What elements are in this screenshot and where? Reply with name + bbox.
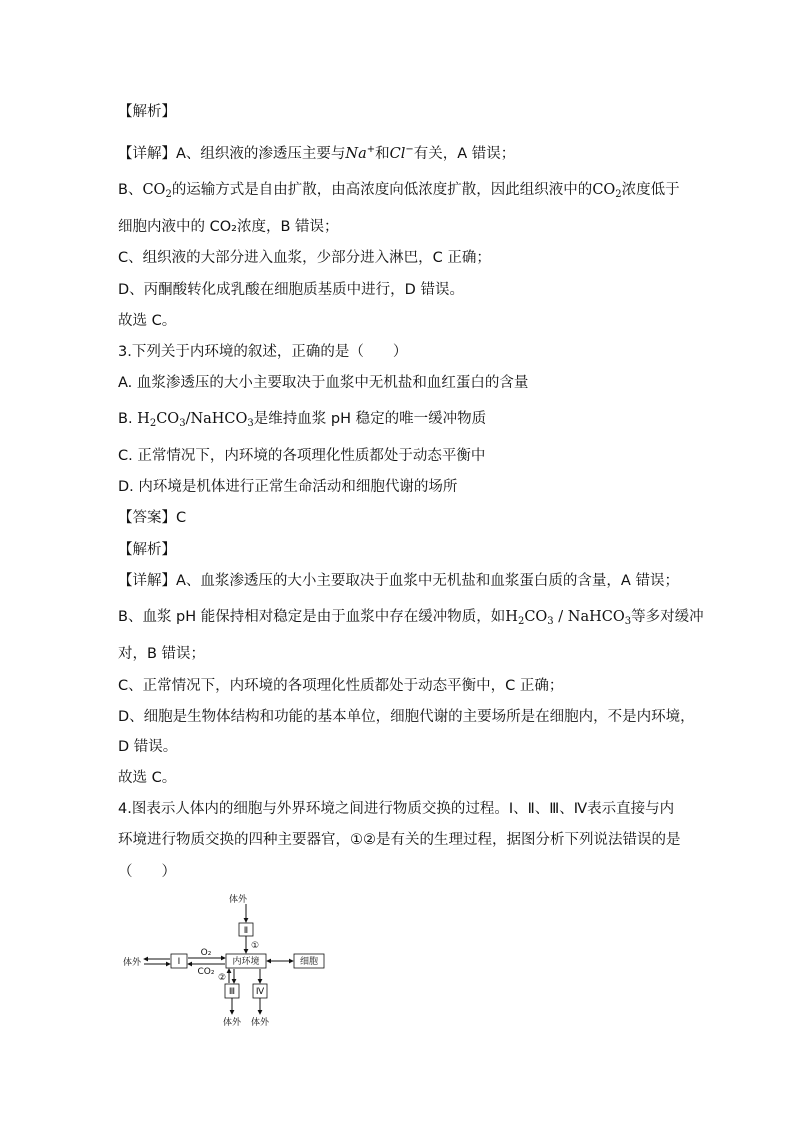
exchange-diagram	[118, 890, 338, 1030]
internal-env-label: 内环境	[232, 957, 260, 967]
and-word: 和	[375, 146, 390, 162]
na-charge: +	[366, 144, 376, 155]
q3-analysis-heading: 【解析】	[118, 542, 176, 558]
h2co3-nahco3-formula: $H_2CO_3/NaHCO_3$	[137, 411, 254, 429]
co2-label: CO₂	[197, 967, 215, 977]
organ-3-label: Ⅲ	[228, 987, 236, 997]
cell-label: 细胞	[299, 957, 319, 967]
q3-detail-b-line2: 对，B 错误；	[118, 646, 206, 662]
q2-detail-d: D、丙酮酸转化成乳酸在细胞质基质中进行，D 错误。	[118, 282, 464, 298]
h2co3-nahco3-formula-2: $H_2CO_3$ / NaHCO$_3$	[505, 609, 632, 627]
q3-option-c: C. 正常情况下，内环境的各项理化性质都处于动态平衡中	[118, 448, 486, 464]
organ-1-label: Ⅰ	[177, 957, 181, 967]
q3-detail-d-line1: D、细胞是生物体结构和功能的基本单位，细胞代谢的主要场所是在细胞内，不是内环境，	[118, 709, 695, 725]
outside-top-label: 体外	[228, 895, 248, 905]
q3-conclusion: 故选 C。	[118, 770, 177, 786]
q2-detail-a	[118, 140, 515, 164]
detail-label: 【详解】	[118, 146, 176, 162]
process-1-label: ①	[250, 941, 260, 951]
cl-charge: −	[405, 144, 414, 155]
detail-b-mid: 的运输方式是自由扩散，由高浓度向低浓度扩散，因此组织液中的	[171, 182, 593, 198]
outside-bottom-left-label: 体外	[222, 1018, 242, 1028]
q3-option-b: B. $H_2CO_3/NaHCO_3$是维持血浆 pH 稳定的唯一缓冲物质	[118, 411, 487, 429]
cl-symbol: Cl	[389, 146, 406, 162]
q3-option-d: D. 内环境是机体进行正常生命活动和细胞代谢的场所	[118, 479, 458, 495]
co2-formula-2: $CO_2$	[592, 182, 622, 200]
q4-stem-line3: （ ）	[118, 864, 176, 880]
q2-detail-c: C、组织液的大部分进入血浆，少部分进入淋巴，C 正确；	[118, 250, 491, 266]
co2-formula: $CO_2$	[142, 182, 172, 200]
q3-stem: 3.下列关于内环境的叙述，正确的是（ ）	[118, 344, 408, 360]
q3-detail-c: C、正常情况下，内环境的各项理化性质都处于动态平衡中，C 正确；	[118, 678, 564, 694]
detail-a-pre: A、组织液的渗透压主要与	[176, 146, 346, 162]
q3-option-a: A. 血浆渗透压的大小主要取决于血浆中无机盐和血红蛋白的含量	[118, 375, 529, 391]
q2-detail-b	[118, 180, 680, 205]
q3-detail-d-line2: D 错误。	[118, 739, 178, 755]
q2-detail-b-line2: 细胞内液中的 CO₂浓度，B 错误；	[118, 219, 339, 235]
outside-left-label: 体外	[122, 958, 142, 968]
process-2-label: ②	[217, 973, 227, 983]
q4-stem-line1: 4.图表示人体内的细胞与外界环境之间进行物质交换的过程。Ⅰ、Ⅱ、Ⅲ、Ⅳ表示直接与内	[118, 801, 675, 817]
q2-conclusion: 故选 C。	[118, 313, 177, 329]
detail-a-post: 有关，A 错误；	[413, 146, 516, 162]
outside-bottom-right-label: 体外	[250, 1018, 270, 1028]
option-b-text: 是维持血浆 pH 稳定的唯一缓冲物质	[253, 411, 487, 427]
q4-stem-line2: 环境进行物质交换的四种主要器官，①②是有关的生理过程，据图分析下列说法错误的是	[118, 832, 681, 848]
detail-b-end: 浓度低于	[621, 182, 680, 198]
q2-analysis-heading: 【解析】	[118, 104, 176, 120]
q3-detail-a: 【详解】A、血浆渗透压的大小主要取决于血浆中无机盐和血浆蛋白质的含量，A 错误；	[118, 573, 679, 589]
o2-label: O₂	[200, 948, 212, 958]
organ-4-label: Ⅳ	[255, 987, 265, 997]
na-symbol: Na	[345, 146, 367, 162]
organ-2-label: Ⅱ	[243, 926, 249, 936]
q3-answer: 【答案】C	[118, 510, 187, 526]
q3-detail-b: B、血浆 pH 能保持相对稳定是由于血浆中存在缓冲物质，如$H_2CO_3$ / NaHCO$_3$等多对缓冲	[118, 609, 704, 627]
detail-b-pre: B、	[118, 182, 143, 198]
